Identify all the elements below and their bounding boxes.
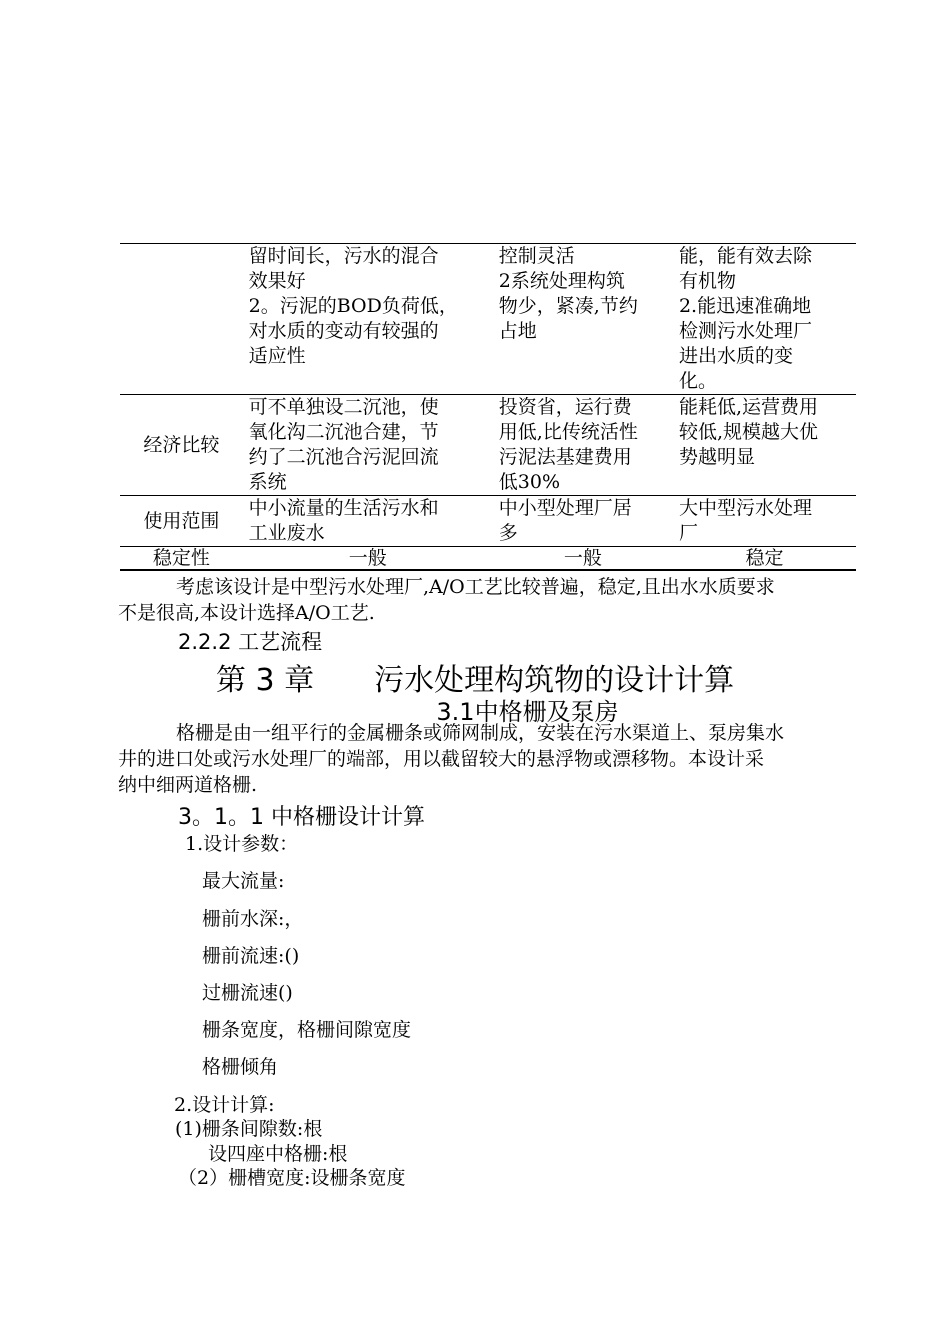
table-cell: 留时间长，污水的混合 效果好 2。污泥的BOD负荷低， 对水质的变动有较强的 适应性 xyxy=(243,244,493,395)
table-cell: 一般 xyxy=(493,547,673,571)
section-heading-2-2-2: 2.2.2 工艺流程 xyxy=(178,630,323,654)
row-label xyxy=(120,244,243,395)
section-heading-3-1-1: 3。1。1 中格栅设计计算 xyxy=(178,805,425,830)
calc-item: (1)栅条间隙数:根 xyxy=(175,1118,323,1140)
param-item: 栅条宽度，格栅间隙宽度 xyxy=(202,1019,412,1041)
param-item: 过栅流速() xyxy=(202,982,293,1004)
table-cell: 可不单独设二沉池，使 氧化沟二沉池合建，节 约了二沉池合污泥回流 系统 xyxy=(243,395,493,496)
chapter-title: 第 3 章 污水处理构筑物的设计计算 xyxy=(215,663,735,698)
param-item: 栅前水深:， xyxy=(202,908,304,930)
table-cell: 一般 xyxy=(243,547,493,571)
calc-subitem: 设四座中格栅:根 xyxy=(208,1143,348,1165)
design-calc-heading: 2.设计计算: xyxy=(174,1094,275,1116)
table-cell: 稳定 xyxy=(673,547,856,571)
calc-item: （2）栅槽宽度:设栅条宽度 xyxy=(178,1167,406,1189)
row-label: 使用范围 xyxy=(120,496,243,547)
param-item: 栅前流速:() xyxy=(202,945,300,967)
table-cell: 投资省，运行费 用低,比传统活性 污泥法基建费用 低30% xyxy=(493,395,673,496)
table-cell: 能，能有效去除 有机物 2.能迅速准确地 检测污水处理厂 进出水质的变 化。 xyxy=(673,244,856,395)
section-heading-3-1: 3.1中格栅及泵房 xyxy=(436,698,619,726)
table-row xyxy=(120,496,856,547)
table-cell: 大中型污水处理 厂 xyxy=(673,496,856,547)
table-row xyxy=(120,244,856,395)
table-row xyxy=(120,547,856,571)
design-params-heading: 1.设计参数： xyxy=(185,833,299,855)
table-cell: 中小流量的生活污水和 工业废水 xyxy=(243,496,493,547)
param-item: 最大流量: xyxy=(202,870,285,892)
row-label: 稳定性 xyxy=(120,547,243,571)
param-item: 格栅倾角 xyxy=(202,1056,279,1078)
row-label: 经济比较 xyxy=(120,395,243,496)
table-cell: 中小型处理厂居 多 xyxy=(493,496,673,547)
table-row xyxy=(120,395,856,496)
conclusion-paragraph: 考虑该设计是中型污水处理厂,A/O工艺比较普遍，稳定,且出水水质要求 不是很高,本设计选择A/O工艺. xyxy=(118,576,775,624)
intro-paragraph: 格栅是由一组平行的金属栅条或筛网制成，安装在污水渠道上、泵房集水 井的进口处或污水处理厂的端部，用以截留较大的悬浮物或漂移物。本设计采 纳中细两道格栅. xyxy=(118,722,785,796)
table-cell: 控制灵活 2系统处理构筑 物少，紧凑,节约 占地 xyxy=(493,244,673,395)
comparison-table xyxy=(120,243,856,571)
table-cell: 能耗低,运营费用 较低,规模越大优 势越明显 xyxy=(673,395,856,496)
